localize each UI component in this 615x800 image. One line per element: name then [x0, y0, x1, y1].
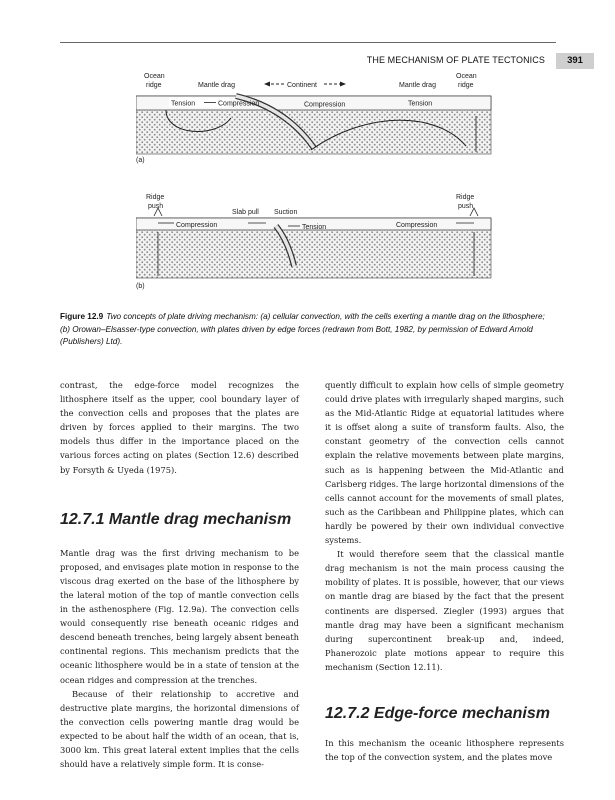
running-header	[0, 27, 615, 66]
panel-a-label: (a)	[136, 157, 145, 164]
right-column	[325, 378, 564, 764]
label-continent: Continent	[287, 82, 317, 89]
label-ridge-push-right-1: Ridge	[456, 194, 475, 201]
label-tension-right-a: Tension	[408, 100, 433, 108]
right-paragraph-2: It would therefore seem that the classical mantle drag mechanism is not the main process causing the mobility of plates. It is possible, however, that our views on mantle drag are biased by the fact that the present continents are dispersed. Ziegler (1993) argues that mantle drag may have been a significant mechanism during supercontinent break-up and, indeed, Phanerozoic plate motions appear to require this mechanism (Section 12.11).	[325, 549, 564, 672]
panel-a	[136, 73, 491, 164]
label-ocean-ridge-left-2: ridge	[146, 82, 162, 89]
right-paragraph-1: quently difficult to explain how cells of simple geometry could drive plates with irregularly shaped margins, such as the Mid-Atlantic Ridge at equatorial latitudes where it is offset along a suite of transform faults. Also, the constant geometry of the convection cells cannot explain the relative movements between plate margins, such as is happening between the Mid-Atlantic and Carlsberg ridges. The large horizontal dimensions of the cells cannot account for the movements of small plates, such as the Caribbean and Philippine plates, which can hardly be powered by their own individual convective systems.	[325, 380, 564, 546]
label-compression-right-b: Compression	[396, 222, 438, 229]
panel-b-label: (b)	[136, 283, 145, 290]
panel-b	[136, 194, 491, 290]
section-heading-12-7-2: 12.7.2 Edge-force mechanism	[325, 704, 550, 722]
label-ocean-ridge-right-1: Ocean	[456, 73, 477, 80]
left-paragraph-1: Mantle drag was the first driving mechanism to be proposed, and envisages plate motion in response to the viscous drag exerted on the base of the lithosphere by the lateral motion of the top of mantle convection cells in the asthenosphere (Fig. 12.9a). The convection cells would consequently rise beneath oceanic ridges and descend beneath trenches, being largely absent beneath continental regions. This mechanism predicts that the oceanic lithosphere would be in a state of tension at the ocean ridges and compression at the trenches.	[60, 547, 299, 685]
page-number: 391	[556, 53, 594, 69]
label-compression-center-a: Compression	[304, 101, 346, 109]
right-paragraph-3: In this mechanism the oceanic lithosphere represents the top of the convection system, and the plates move	[325, 737, 564, 763]
label-ridge-push-left-2: push	[148, 203, 164, 210]
left-paragraph-2: Because of their relationship to accretive and destructive plate margins, the horizontal dimensions of the convection cells powering mantle drag would be expected to be about half the width of an ocean, that is, 3000 km. This great lateral extent implies that the cells should have a relatively simple form. It is conse-	[60, 688, 299, 770]
label-compression-left-a: Compression	[218, 100, 260, 108]
label-tension-b: Tension	[302, 224, 327, 231]
running-title: THE MECHANISM OF PLATE TECTONICS	[366, 55, 545, 65]
header-rule	[60, 42, 556, 43]
continent-arrowhead-left	[264, 82, 270, 87]
caption-text: Two concepts of plate driving mechanism: (a) cellular convection, with the cells exerting a mantle drag on the lithosphere; (b) Orowan–Elsasser-type convection, with plates driven by edge forces (redrawn from Bott, 1982, by permission of Edward Arnold (Publishers) Ltd).	[60, 312, 545, 347]
left-column	[60, 378, 299, 771]
label-ocean-ridge-right-2: ridge	[458, 82, 474, 89]
figure-caption	[60, 311, 557, 349]
label-ridge-push-right-2: push	[458, 203, 474, 210]
label-slab-pull: Slab pull	[232, 209, 259, 216]
label-suction: Suction	[274, 209, 298, 216]
label-tension-left-a: Tension	[171, 100, 196, 108]
label-compression-left-b: Compression	[176, 222, 218, 229]
label-ridge-push-left-1: Ridge	[146, 194, 165, 201]
label-ocean-ridge-left-1: Ocean	[144, 73, 165, 80]
caption-label: Figure 12.9	[60, 312, 104, 321]
label-mantle-drag-left: Mantle drag	[198, 82, 235, 89]
figure-12-9	[136, 66, 496, 306]
left-intro-paragraph: contrast, the edge-force model recognizes the lithosphere itself as the upper, cool boundary layer of the convection cells and proposes that the plates are driven by forces applied to their margins. The two models thus differ in the importance placed on the various forces acting on plates (Section 12.6) described by Forsyth & Uyeda (1975).	[60, 380, 299, 475]
section-heading-12-7-1: 12.7.1 Mantle drag mechanism	[60, 510, 292, 528]
label-mantle-drag-right: Mantle drag	[399, 82, 436, 89]
continent-arrowhead-right	[340, 82, 346, 87]
